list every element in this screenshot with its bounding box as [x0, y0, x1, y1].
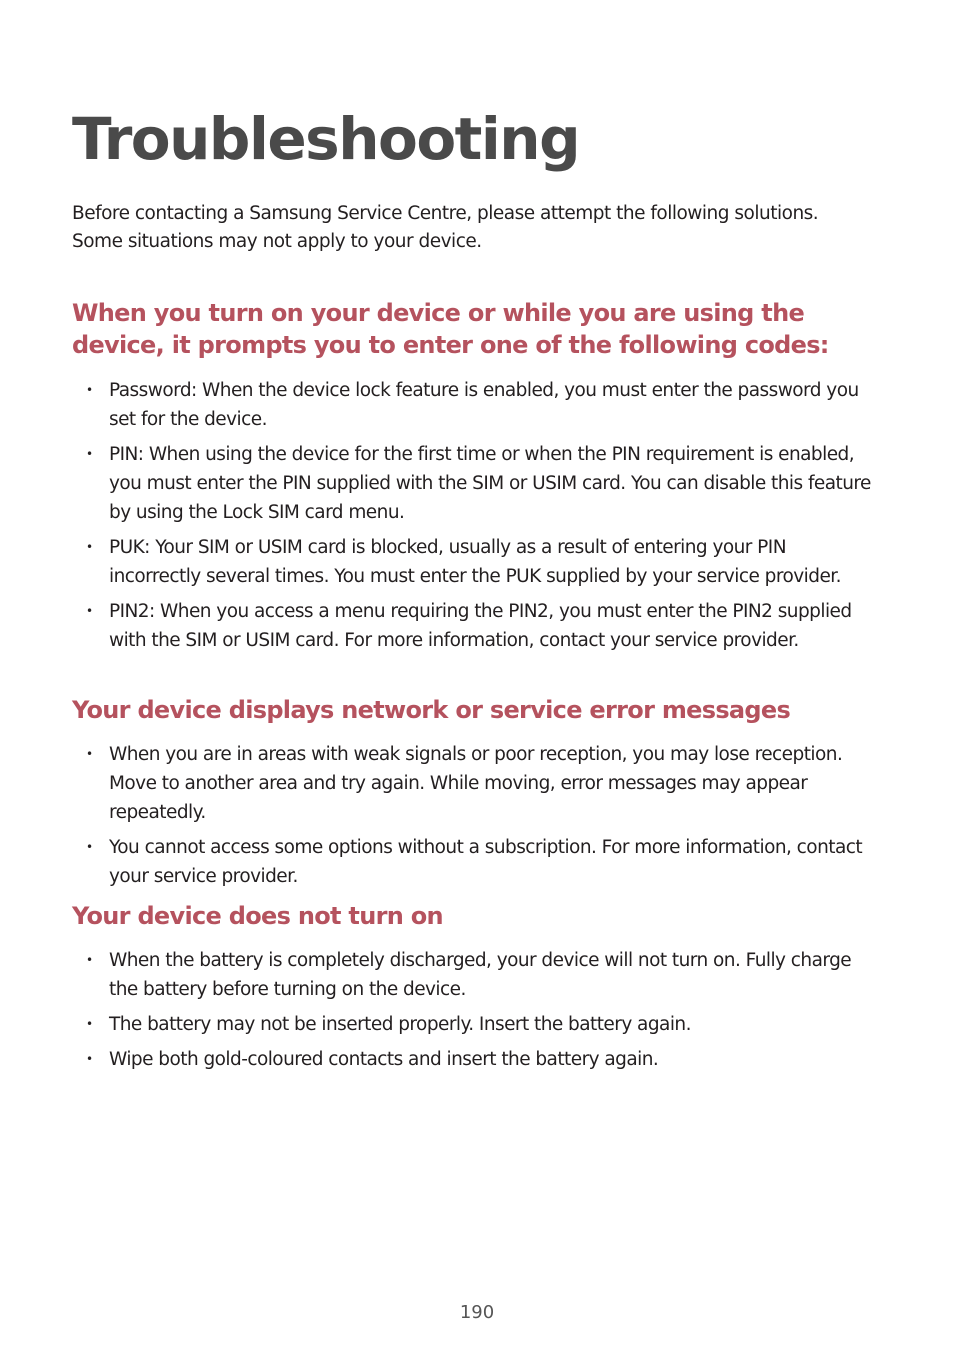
bullet-list-no-power — [72, 946, 882, 1080]
list-item — [72, 1010, 882, 1039]
list-item-text: You cannot access some options without a subscription. For more information, contact your service provider. — [109, 837, 863, 887]
bullet-list-codes — [72, 376, 882, 661]
bullet-list-network-errors — [72, 740, 882, 897]
section-heading-network-errors: Your device displays network or service error messages — [72, 696, 791, 724]
list-item-text: When you are in areas with weak signals or poor reception, you may lose reception. Move to another area and try again. While moving, error messages may appear repeatedly. — [109, 744, 843, 823]
list-item-text: Wipe both gold-coloured contacts and insert the battery again. — [109, 1049, 659, 1070]
list-item — [72, 440, 882, 527]
list-item — [72, 376, 882, 434]
section-heading-codes: When you turn on your device or while you are using the device, it prompts you to enter one of the following codes: — [72, 299, 829, 359]
intro-paragraph: Before contacting a Samsung Service Centre, please attempt the following solutions. Some situations may not apply to your device. — [72, 203, 819, 252]
bullet-icon: • — [86, 1017, 93, 1031]
bullet-icon: • — [86, 383, 93, 397]
list-item-text: PUK: Your SIM or USIM card is blocked, usually as a result of entering your PIN incorrectly several times. You must enter the PUK supplied by your service provider. — [109, 537, 841, 587]
list-item-text: When the battery is completely discharged, your device will not turn on. Fully charge the battery before turning on the device. — [109, 950, 852, 1000]
bullet-icon: • — [86, 747, 93, 761]
list-item-text: Password: When the device lock feature is enabled, you must enter the password you set for the device. — [109, 380, 859, 430]
section-heading-no-power: Your device does not turn on — [72, 902, 443, 930]
list-item — [72, 740, 882, 827]
bullet-icon: • — [86, 953, 93, 967]
list-item — [72, 833, 882, 891]
list-item-text: PIN2: When you access a menu requiring the PIN2, you must enter the PIN2 supplied with the SIM or USIM card. For more information, contact your service provider. — [109, 601, 852, 651]
bullet-icon: • — [86, 604, 93, 618]
list-item — [72, 533, 882, 591]
list-item — [72, 597, 882, 655]
page-number: 190 — [459, 1302, 495, 1323]
list-item-text: The battery may not be inserted properly. Insert the battery again. — [109, 1014, 691, 1035]
bullet-icon: • — [86, 1052, 93, 1066]
list-item — [72, 946, 882, 1004]
bullet-icon: • — [86, 447, 93, 461]
list-item — [72, 1045, 882, 1074]
list-item-text: PIN: When using the device for the first time or when the PIN requirement is enabled, you must enter the PIN supplied with the SIM or USIM card. You can disable this feature by using the Lock SIM card menu. — [109, 444, 871, 523]
page-title: Troubleshooting — [72, 105, 580, 173]
bullet-icon: • — [86, 840, 93, 854]
bullet-icon: • — [86, 540, 93, 554]
